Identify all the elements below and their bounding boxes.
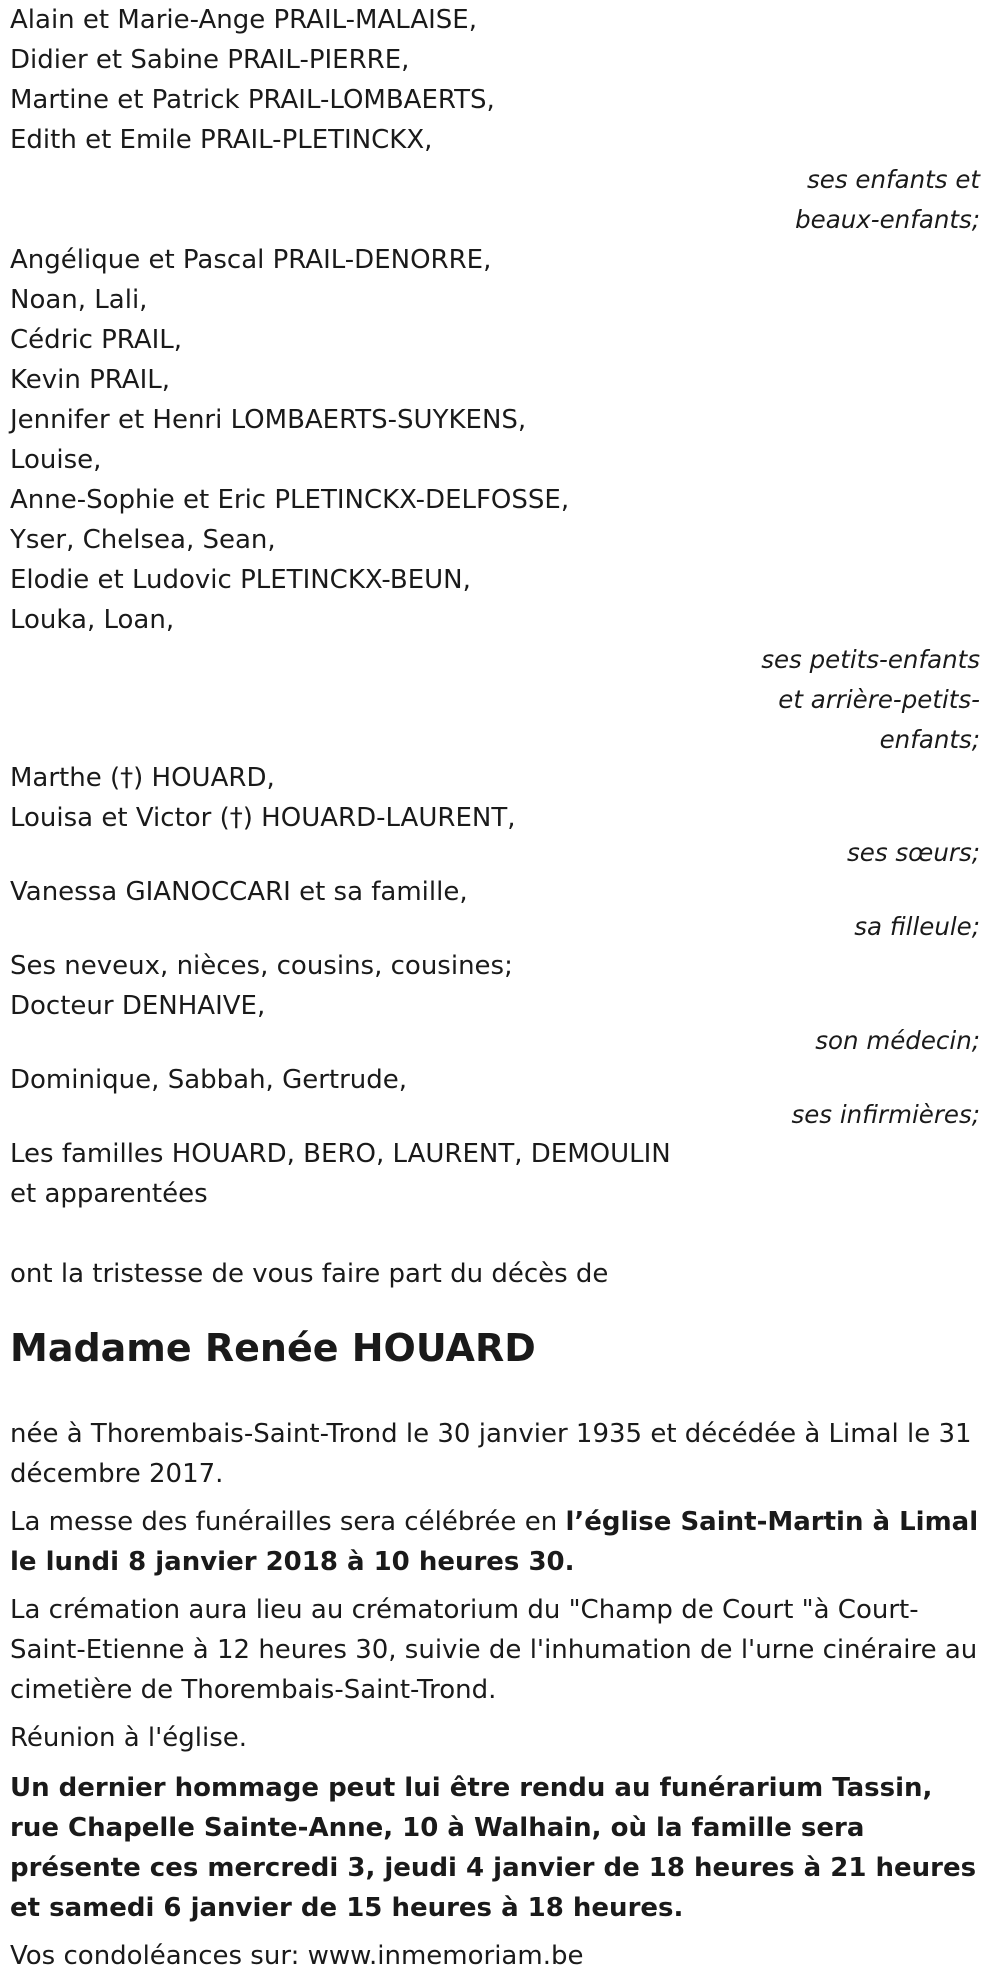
nurses-group [10, 1060, 990, 1100]
birth-death: née à Thorembais-Saint-Trond le 30 janvier 1935 et décédée à Limal le 31 décembre 2017. [10, 1419, 972, 1489]
role-line: et arrière-petits- [778, 685, 980, 714]
goddaughter-group [10, 872, 990, 912]
child-line: Didier et Sabine PRAIL-PIERRE, [10, 45, 410, 75]
grandchild-line: Cédric PRAIL, [10, 325, 183, 355]
role-line: beaux-enfants; [795, 205, 980, 234]
doctor-line: Docteur DENHAIVE, [10, 991, 266, 1021]
grandchildren-role [10, 640, 990, 760]
mass-info [10, 1502, 990, 1582]
goddaughter-role: sa filleule; [854, 912, 980, 941]
child-line: Edith et Emile PRAIL-PLETINCKX, [10, 125, 433, 155]
grandchild-line: Louise, [10, 445, 102, 475]
goddaughter-line: Vanessa GIANOCCARI et sa famille, [10, 877, 468, 907]
child-line: Alain et Marie-Ange PRAIL-MALAISE, [10, 5, 477, 35]
mass-prefix: La messe des funérailles sera célébrée en [10, 1507, 566, 1537]
grandchild-line: Yser, Chelsea, Sean, [10, 525, 276, 555]
nurses-line: Dominique, Sabbah, Gertrude, [10, 1065, 408, 1095]
child-line: Martine et Patrick PRAIL-LOMBAERTS, [10, 85, 495, 115]
grandchild-line: Louka, Loan, [10, 605, 175, 635]
grandchild-line: Angélique et Pascal PRAIL-DENORRE, [10, 245, 492, 275]
grandchild-line: Anne-Sophie et Eric PLETINCKX-DELFOSSE, [10, 485, 570, 515]
role-line: enfants; [879, 725, 980, 754]
families-line: et apparentées [10, 1179, 208, 1209]
relatives-group [10, 946, 990, 1026]
cremation-info: La crémation aura lieu au crématorium du "Champ de Court "à Court-Saint-Etienne à 12 heures 30, suivie de l'inhumation de l'urne cinéraire au cimetière de Thorembais-Saint-Trond. [10, 1595, 978, 1705]
tribute-info: Un dernier hommage peut lui être rendu au funérarium Tassin, rue Chapelle Sainte-Anne, 10 à Walhain, où la famille sera présente ces mercredi 3, jeudi 4 janvier de 18 heures à 21 heures et samedi 6 janvier de 15 heures à 18 heures. [10, 1773, 977, 1923]
deceased-name: Madame Renée HOUARD [10, 1326, 536, 1370]
sisters-group [10, 758, 990, 838]
sister-line: Marthe (†) HOUARD, [10, 763, 275, 793]
role-line: ses enfants et [807, 165, 980, 194]
relatives-line: Ses neveux, nièces, cousins, cousines; [10, 951, 513, 981]
sister-line: Louisa et Victor (†) HOUARD-LAURENT, [10, 803, 516, 833]
grandchild-line: Jennifer et Henri LOMBAERTS-SUYKENS, [10, 405, 527, 435]
nurses-role: ses infirmières; [791, 1100, 980, 1129]
children-role [10, 160, 990, 240]
children-group [10, 0, 990, 160]
grandchild-line: Noan, Lali, [10, 285, 148, 315]
families-line: Les familles HOUARD, BERO, LAURENT, DEMOULIN [10, 1139, 671, 1169]
grandchild-line: Kevin PRAIL, [10, 365, 170, 395]
sisters-role: ses sœurs; [847, 838, 980, 867]
grandchildren-group [10, 240, 990, 640]
role-line: ses petits-enfants [761, 645, 980, 674]
grandchild-line: Elodie et Ludovic PLETINCKX-BEUN, [10, 565, 471, 595]
meeting-info: Réunion à l'église. [10, 1723, 248, 1753]
condolences: Vos condoléances sur: www.inmemoriam.be [10, 1941, 584, 1971]
announcement: ont la tristesse de vous faire part du décès de [10, 1259, 609, 1289]
mass-details: l’église Saint-Martin à Limal le lundi 8 janvier 2018 à 10 heures 30. [10, 1507, 979, 1577]
families-group [10, 1134, 990, 1214]
doctor-role: son médecin; [815, 1026, 980, 1055]
